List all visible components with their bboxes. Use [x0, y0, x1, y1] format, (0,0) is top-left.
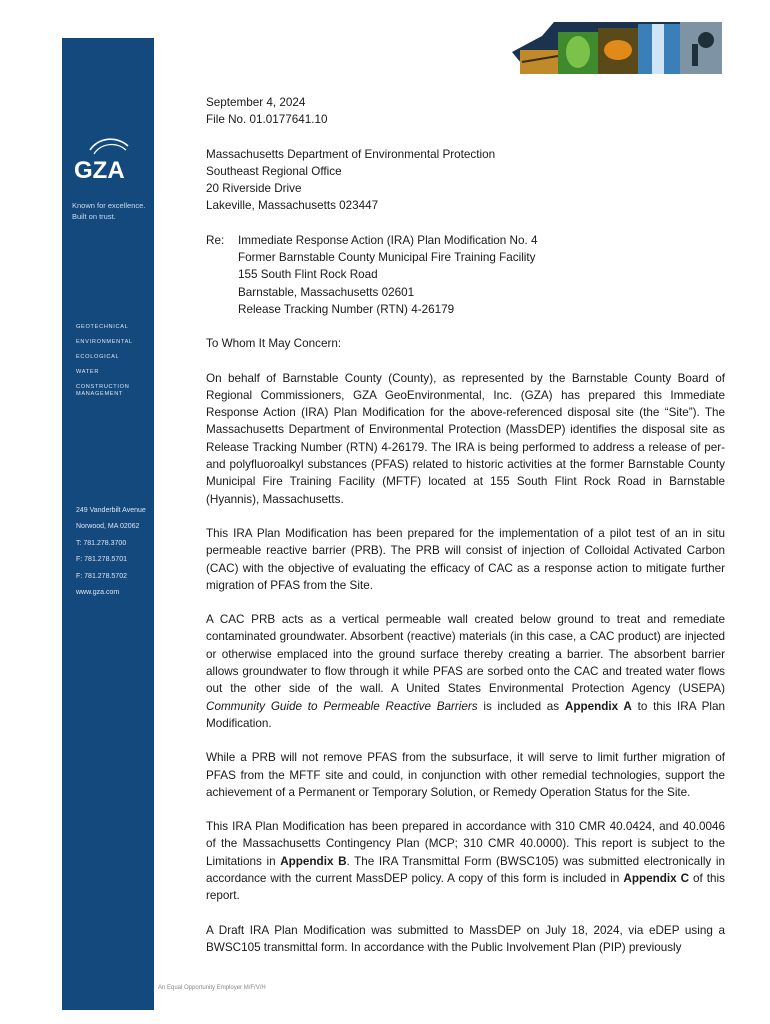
paragraph: While a PRB will not remove PFAS from the subsurface, it will serve to limit further migration of PFAS from the MFTF site and could, in conjunction with other remedial technologies, support the achievement of a Permanent or Temporary Solution, or Remedy Operation Status for the Site. [206, 751, 725, 799]
letter-body [206, 94, 725, 956]
service-item: CONSTRUCTION [76, 384, 130, 390]
tagline: Known for excellence. Built on trust. [72, 201, 146, 221]
salutation: To Whom It May Concern: [206, 337, 342, 351]
logo-text: GZA [74, 157, 125, 184]
service-item: ENVIRONMENTAL [76, 339, 133, 345]
recipient-address: Massachusetts Department of Environmental Protection Southeast Regional Office 20 Riverside Drive Lakeville, Massachusetts 023447 [206, 147, 496, 213]
service-item: WATER [76, 369, 100, 375]
re-label: Re: [206, 233, 225, 247]
header-photo-banner [512, 22, 722, 74]
paragraph: A Draft IRA Plan Modification was submitted to MassDEP on July 18, 2024, via eDEP using a BWSC105 transmittal form. In accordance with the Public Involvement Plan (PIP) previously [206, 923, 725, 954]
paragraph: This IRA Plan Modification has been prepared in accordance with 310 CMR 40.0424, and 40.0046 of the Massachusetts Contingency Plan (MCP; 310 CMR 40.0000). This report is subject to the Limitations in Appendix B. The IRA Transmittal Form (BWSC105) was submitted electronically in accordance with the current MassDEP policy. A copy of this form is included in Appendix C of this report. [206, 820, 725, 903]
footer-note: An Equal Opportunity Employer M/F/V/H [158, 985, 266, 991]
letter-date: September 4, 2024 [206, 96, 306, 109]
office-address: 249 Vanderbilt Avenue Norwood, MA 02062 T: 781.278.3700 F: 781.278.5701 F: 781.278.5702 www.gza.com [76, 507, 146, 597]
paragraph: A CAC PRB acts as a vertical permeable wall created below ground to treat and remediate contaminated groundwater. Absorbent (reactive) materials (in this case, a CAC product) are injected or otherwise emplaced into the ground surface thereby creating a barrier. The absorbent barrier allows groundwater to flow through it while PFAS are sorbed onto the CAC and treated water flows out the other side of the wall. A United States Environmental Protection Agency (USEPA) Community Guide to Permeable Reactive Barriers is included as Appendix A to this IRA Plan Modification. [206, 613, 725, 730]
subject-block: Re: Immediate Response Action (IRA) Plan Modification No. 4 Former Barnstable County Municipal Fire Training Facility 155 South Flint Rock Road Barnstable, Massachusetts 02601 Release Tracking Number (RTN) 4-26179 [206, 232, 725, 318]
paragraph: This IRA Plan Modification has been prepared for the implementation of a pilot test of an in situ permeable reactive barrier (PRB). The PRB will consist of injection of Colloidal Activated Carbon (CAC) with the objective of evaluating the efficacy of CAC as a response action to mitigate further migration of PFAS from the Site. [206, 526, 725, 592]
service-item: MANAGEMENT [76, 391, 124, 397]
gza-logo [72, 136, 132, 190]
service-item: GEOTECHNICAL [76, 324, 129, 330]
services-list [76, 324, 133, 406]
file-number: File No. 01.0177641.10 [206, 113, 328, 127]
paragraph: On behalf of Barnstable County (County), as represented by the Barnstable County Board of Regional Commissioners, GZA GeoEnvironmental, Inc. (GZA) has prepared this Immediate Response Action (IRA) Plan Modification for the above-referenced disposal site (the “Site”). The Massachusetts Department of Environmental Protection (MassDEP) identifies the disposal site as Release Tracking Number (RTN) 4-26179. The IRA is being performed to address a release of per- and polyfluoroalkyl substances (PFAS) related to historic activities at the former Barnstable County Municipal Fire Training Facility (MFTF) located at 155 South Flint Rock Road in Barnstable (Hyannis), Massachusetts. [206, 371, 725, 506]
service-item: ECOLOGICAL [76, 354, 120, 360]
